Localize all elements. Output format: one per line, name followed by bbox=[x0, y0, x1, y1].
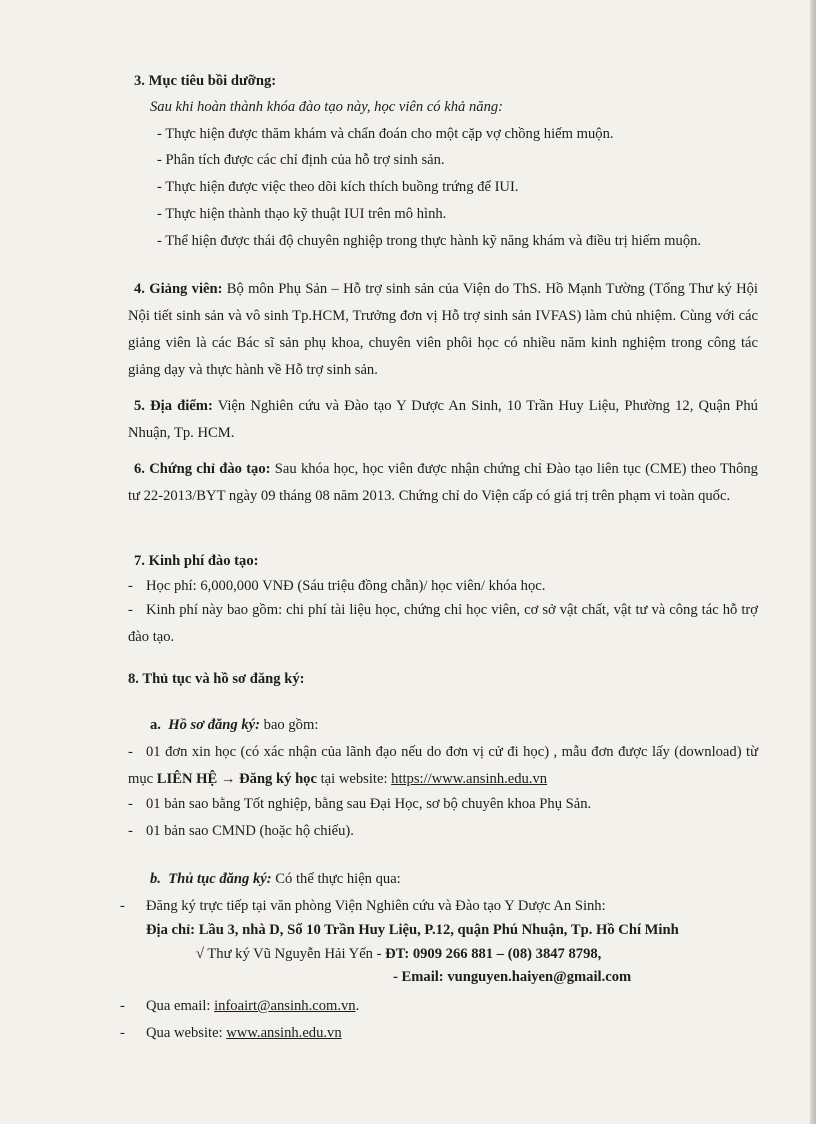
section-8-heading: 8. Thủ tục và hồ sơ đăng ký: bbox=[128, 671, 305, 687]
section-8b-heading: b. Thủ tục đăng ký: Có thể thực hiện qua: bbox=[150, 871, 401, 887]
section-4-heading: 4. Giảng viên: bbox=[134, 281, 223, 297]
section-7-item: - Học phí: 6,000,000 VNĐ (Sáu triệu đồng chẵn)/ học viên/ khóa học. bbox=[128, 578, 546, 594]
section-3-intro: Sau khi hoàn thành khóa đào tạo này, học viên có khả năng: bbox=[150, 99, 504, 115]
website-link[interactable]: www.ansinh.edu.vn bbox=[226, 1025, 342, 1041]
section-5-paragraph bbox=[128, 393, 758, 447]
office-address: Địa chỉ: Lầu 3, nhà D, Số 10 Trần Huy Liệu, P.12, quận Phú Nhuận, Tp. Hồ Chí Minh bbox=[146, 922, 679, 938]
secretary-email: - Email: vunguyen.haiyen@gmail.com bbox=[393, 969, 632, 985]
ansinh-website-link[interactable]: https://www.ansinh.edu.vn bbox=[391, 771, 548, 787]
section-6-text: Sau khóa học, học viên được nhận chứng chỉ Đào tạo liên tục (CME) theo Thông tư 22-2013/BYT ngày 09 tháng 08 năm 2013. Chứng chỉ do Viện cấp có giá trị trên phạm vi toàn quốc. bbox=[128, 461, 758, 504]
page-edge-shadow bbox=[810, 0, 816, 1124]
section-8a-item: - 01 bản sao CMND (hoặc hộ chiếu). bbox=[128, 823, 354, 839]
section-3-item: - Thực hiện được thăm khám và chẩn đoán cho một cặp vợ chồng hiếm muộn. bbox=[157, 126, 614, 142]
via-website-line: - Qua website: www.ansinh.edu.vn bbox=[120, 1025, 342, 1041]
section-7-heading: 7. Kinh phí đào tạo: bbox=[134, 553, 259, 569]
section-7-item: - Kinh phí này bao gồm: chi phí tài liệu học, chứng chỉ học viên, cơ sở vật chất, vật tư và công tác hỗ trợ đào tạo. bbox=[128, 602, 758, 645]
section-6-paragraph bbox=[128, 456, 758, 510]
section-4-text: Bộ môn Phụ Sản – Hỗ trợ sinh sản của Viện do ThS. Hồ Mạnh Tường (Tổng Thư ký Hội Nội tiết sinh sản và vô sinh Tp.HCM, Trưởng đơn vị Hỗ trợ sinh sản IVFAS) làm chủ nhiệm. Cùng với các giảng viên là các Bác sĩ sản phụ khoa, chuyên viên phôi học có nhiều năm kinh nghiệm trong công tác giảng dạy và thực hành về Hỗ trợ sinh sản. bbox=[128, 281, 758, 378]
section-8a-item: - 01 bản sao bằng Tốt nghiệp, bằng sau Đại Học, sơ bộ chuyên khoa Phụ Sản. bbox=[128, 796, 592, 812]
secretary-line: √ Thư ký Vũ Nguyễn Hải Yến - ĐT: 0909 266 881 – (08) 3847 8798, bbox=[196, 946, 602, 962]
section-4-paragraph bbox=[128, 276, 758, 384]
section-3-item: - Thể hiện được thái độ chuyên nghiệp trong thực hành kỹ năng khám và điều trị hiếm muộn. bbox=[157, 233, 702, 249]
section-6-heading: 6. Chứng chỉ đào tạo: bbox=[134, 461, 271, 477]
section-5-heading: 5. Địa điểm: bbox=[134, 398, 213, 414]
section-8b-office: - Đăng ký trực tiếp tại văn phòng Viện Nghiên cứu và Đào tạo Y Dược An Sinh: bbox=[120, 898, 606, 914]
section-8a-item: - 01 đơn xin học (có xác nhận của lãnh đạo nếu do đơn vị cử đi học) , mẫu đơn được lấy (download) từ mục LIÊN HỆ → Đăng ký học tại website: https://www.ansinh.edu.vn bbox=[128, 744, 758, 787]
via-email-line: - Qua email: infoairt@ansinh.com.vn. bbox=[120, 998, 360, 1014]
section-8a-heading: a. Hồ sơ đăng ký: bao gồm: bbox=[150, 717, 319, 733]
section-3-item: - Phân tích được các chỉ định của hỗ trợ sinh sản. bbox=[157, 152, 445, 168]
info-email-link[interactable]: infoairt@ansinh.com.vn bbox=[214, 998, 356, 1014]
section-3-item: - Thực hiện thành thạo kỹ thuật IUI trên mô hình. bbox=[157, 206, 447, 222]
section-3-item: - Thực hiện được việc theo dõi kích thích buồng trứng để IUI. bbox=[157, 179, 519, 195]
section-3-heading: 3. Mục tiêu bồi dưỡng: bbox=[134, 73, 277, 89]
section-5-text: Viện Nghiên cứu và Đào tạo Y Dược An Sinh, 10 Trần Huy Liệu, Phường 12, Quận Phú Nhuận, Tp. HCM. bbox=[128, 398, 758, 441]
